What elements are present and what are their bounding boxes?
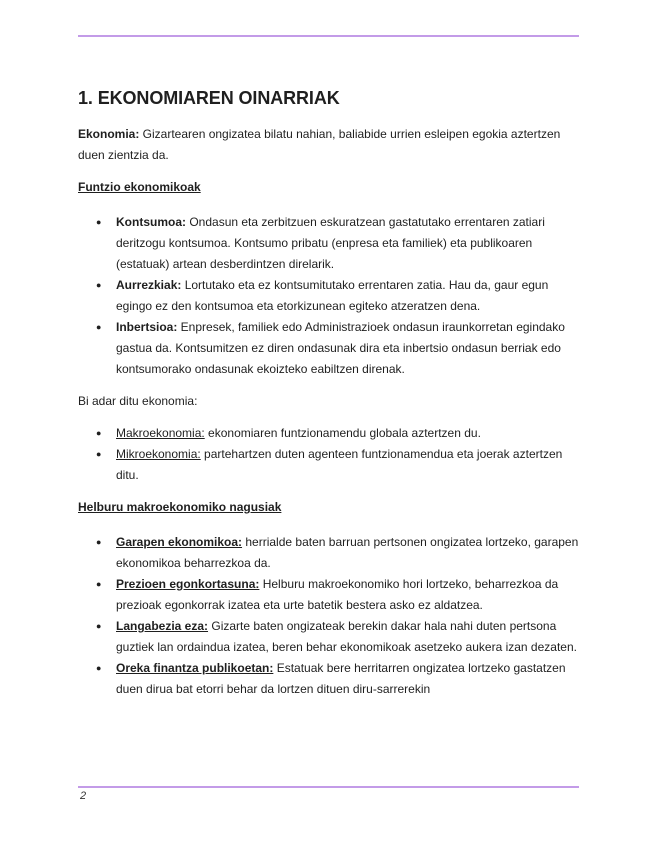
list-item-inbertsioa: [78, 317, 580, 380]
list-item-prezioen: [78, 574, 580, 616]
goals-heading: Helburu makroekonomiko nagusiak: [78, 500, 282, 514]
list-item-makroekonomia: [78, 423, 580, 444]
definition-text: Gizartearen ongizatea bilatu nahian, baliabide urrien esleipen egokia aztertzen duen zientzia da.: [78, 127, 561, 162]
definition-paragraph: [78, 124, 580, 166]
list-item-term: Garapen ekonomikoa:: [116, 535, 243, 549]
footer-rule: [78, 786, 579, 788]
document-body: [78, 86, 580, 711]
branches-list: [78, 423, 580, 486]
list-item-text: herrialde baten barruan pertsonen ongizatea lortzeko, garapen ekonomikoa beharrezkoa da.: [116, 535, 579, 570]
list-item-term: Makroekonomia:: [116, 426, 205, 440]
list-item-langabezia: [78, 616, 580, 658]
branches-intro: Bi adar ditu ekonomia:: [78, 394, 198, 408]
list-item-text: Gizarte baten ongizateak berekin dakar hala nahi duten pertsona guztiek lan ordaindua izatea, beren behar ekonomikoak asetzeko aukera izan dezaten.: [116, 619, 577, 654]
page-title: 1. EKONOMIAREN OINARRIAK: [78, 88, 340, 108]
definition-term: Ekonomia:: [78, 127, 140, 141]
list-item-term: Oreka finantza publikoetan:: [116, 661, 274, 675]
list-item-text: Estatuak bere herritarren ongizatea lortzeko gastatzen duen dirua bat etorri behar da lortzen dituen diru-sarrerekin: [116, 661, 566, 696]
list-item-term: Langabezia eza:: [116, 619, 209, 633]
list-item-text: Helburu makroekonomiko hori lortzeko, beharrezkoa da prezioak egonkorrak izatea eta urte batetik bestera asko ez aldatzea.: [116, 577, 559, 612]
list-item-term: Inbertsioa:: [116, 320, 178, 334]
list-item-garapen: [78, 532, 580, 574]
list-item-mikroekonomia: [78, 444, 580, 486]
list-item-term: Kontsumoa:: [116, 215, 186, 229]
functions-list: [78, 212, 580, 380]
list-item-text: ekonomiaren funtzionamendu globala aztertzen du.: [204, 426, 481, 440]
list-item-oreka: [78, 658, 580, 700]
list-item-term: Prezioen egonkortasuna:: [116, 577, 260, 591]
list-item-text: Enpresek, familiek edo Administrazioek ondasun iraunkorretan egindako gastua da. Kontsumitzen ez diren ondasunak dira eta inbertsio ondasun berriak edo kontsumorako ondasunak ekoizteko eabiltzen direnak.: [116, 320, 565, 376]
page-number: 2: [80, 790, 87, 802]
list-item-aurrezkiak: [78, 275, 580, 317]
goals-list: [78, 532, 580, 700]
header-rule: [78, 35, 579, 37]
list-item-text: partehartzen duten agenteen funtzionamendua eta joerak aztertzen ditu.: [116, 447, 563, 482]
list-item-term: Aurrezkiak:: [116, 278, 182, 292]
functions-heading: Funtzio ekonomikoak: [78, 180, 201, 194]
list-item-text: Ondasun eta zerbitzuen eskuratzean gastatutako errentaren zatiari deritzogu kontsumoa. Kontsumo pribatu (enpresa eta familiek) eta publikoaren (estatuak) artean desberdintzen direlarik.: [116, 215, 545, 271]
list-item-text: Lortutako eta ez kontsumitutako errentaren zatia. Hau da, gaur egun egingo ez den kontsumoa eta etorkizunean egiteko atzeratzen dena.: [116, 278, 549, 313]
list-item-kontsumoa: [78, 212, 580, 275]
list-item-term: Mikroekonomia:: [116, 447, 201, 461]
